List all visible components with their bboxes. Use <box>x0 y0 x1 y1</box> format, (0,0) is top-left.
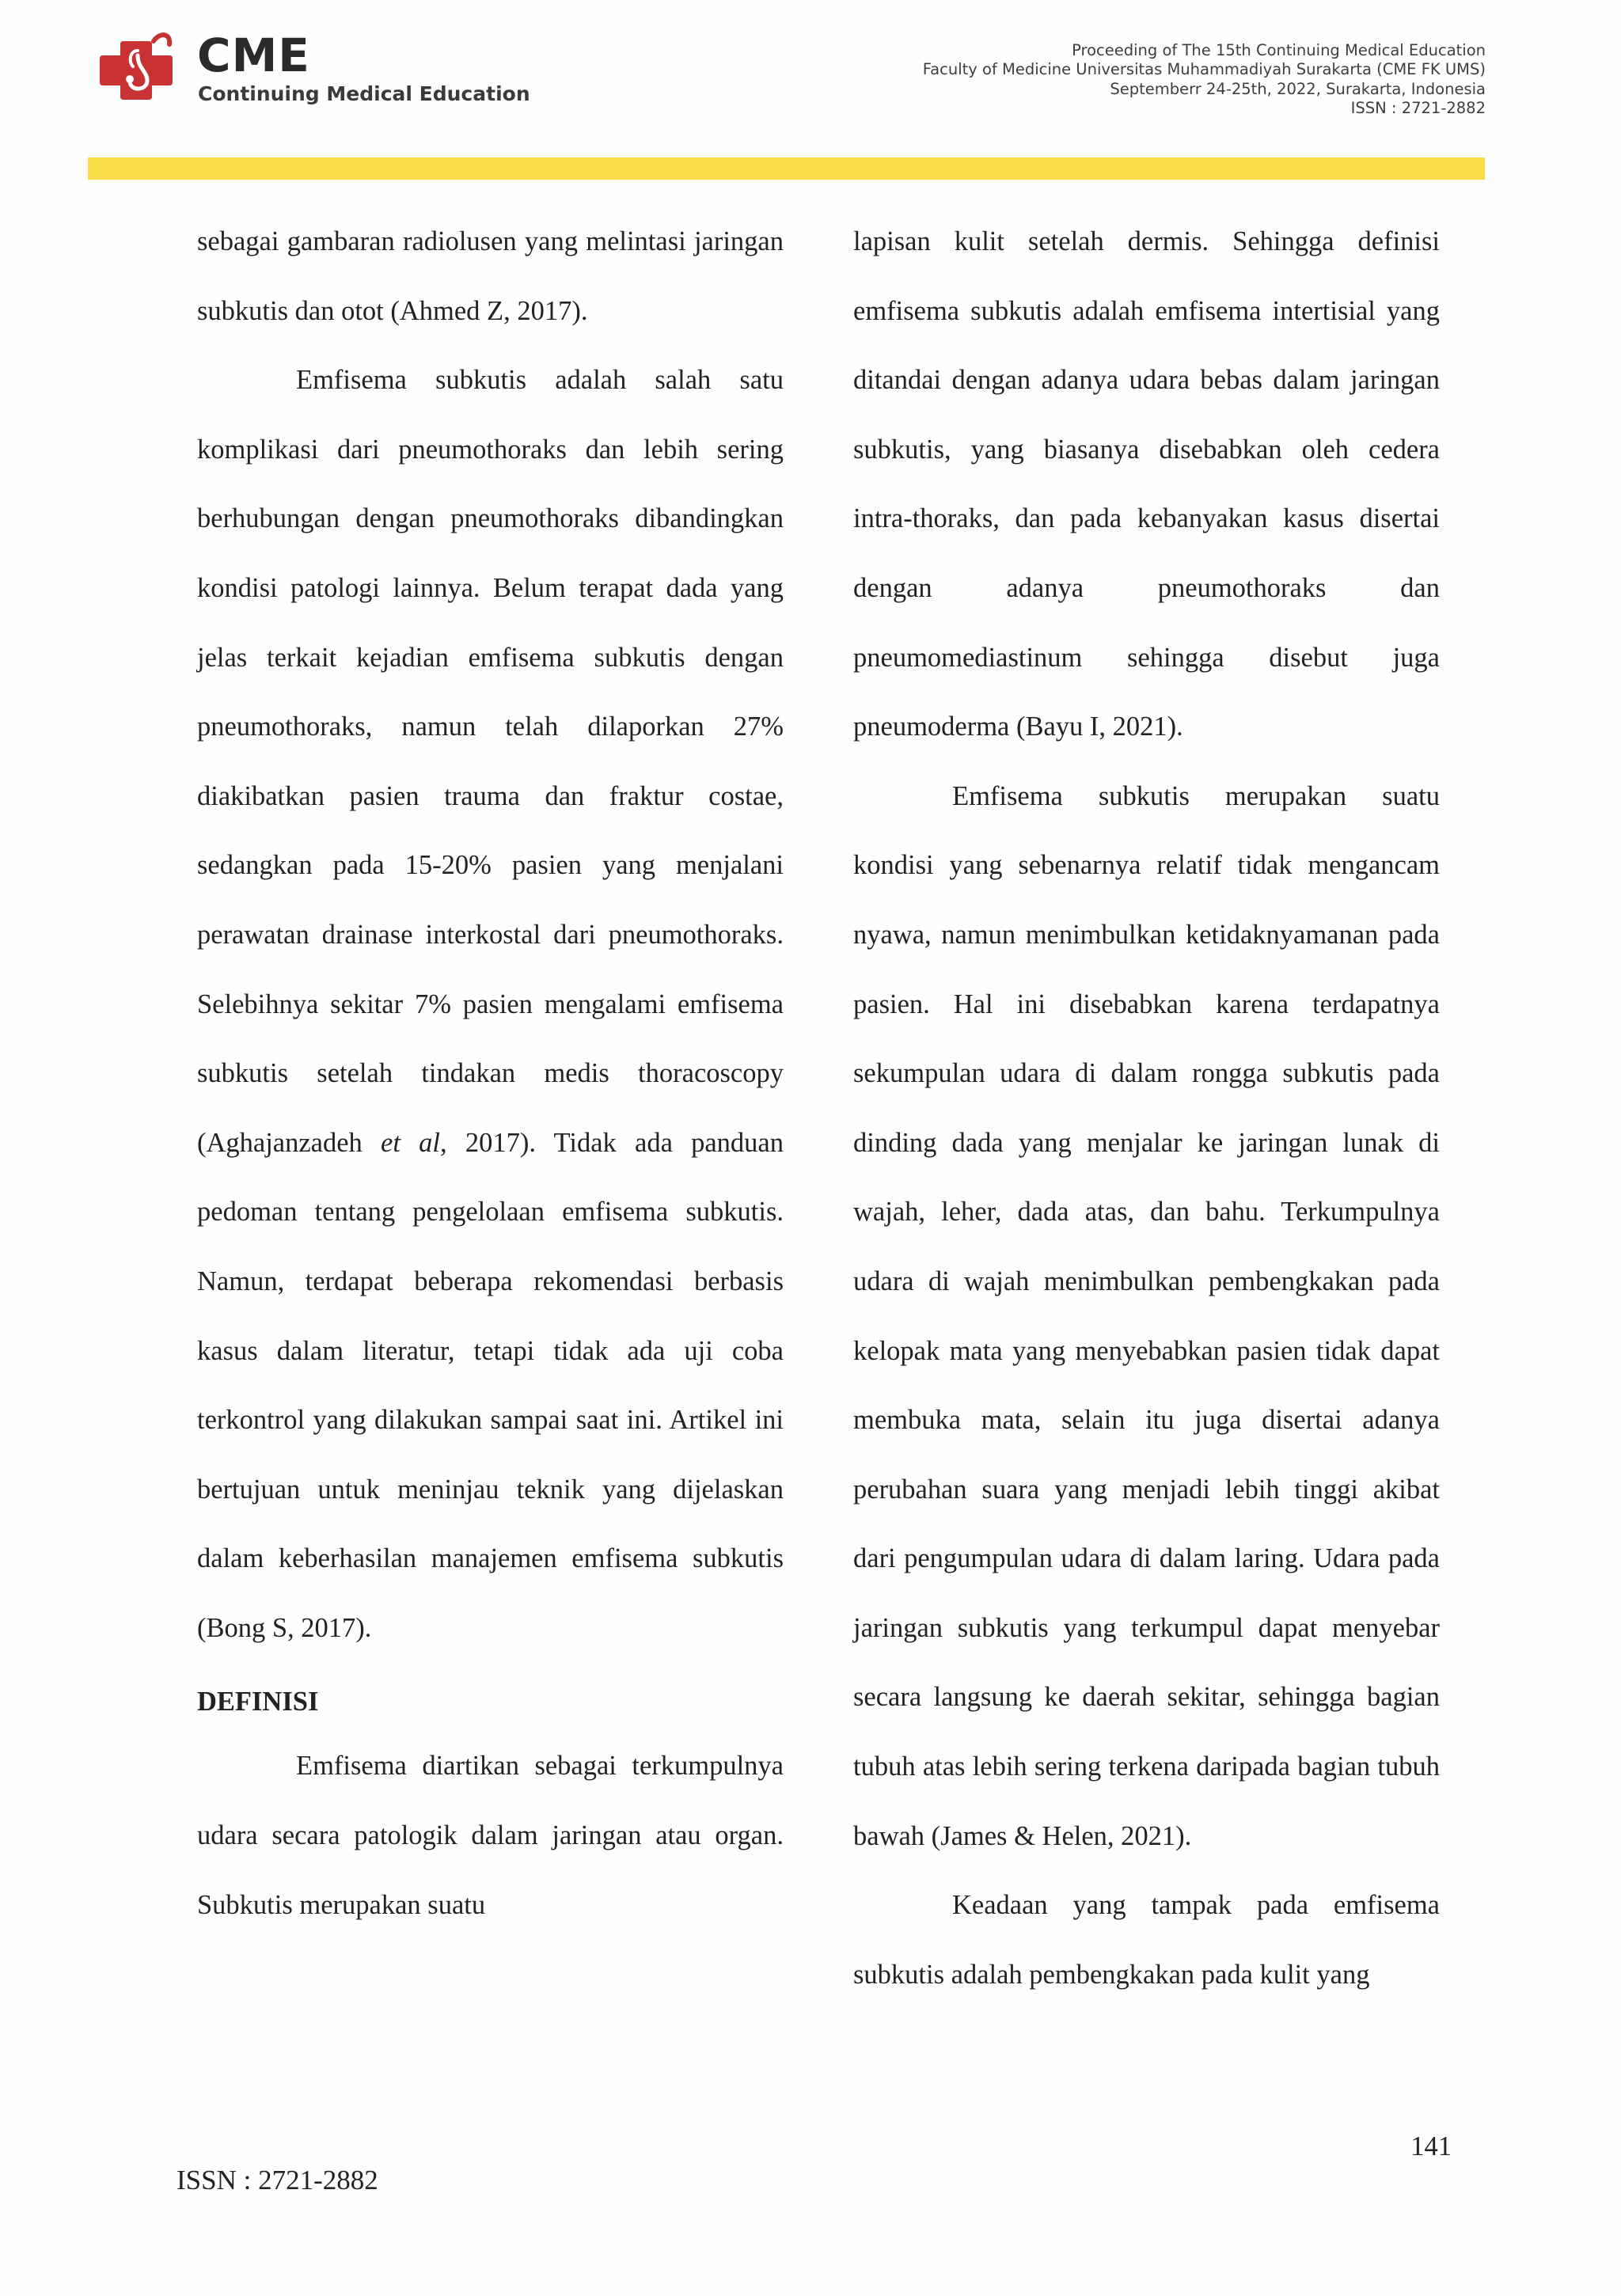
right-paragraph-1: lapisan kulit setelah dermis. Sehingga definisi emfisema subkutis adalah emfisema intertisial yang ditandai dengan adanya udara bebas dalam jaringan subkutis, yang biasanya disebabkan oleh cedera intra-thoraks, dan pada kebanyakan kasus disertai dengan adanya pneumothoraks dan pneumomediastinum sehingga disebut juga pneumoderma (Bayu I, 2021). <box>853 226 1440 742</box>
left-column <box>197 207 784 1940</box>
italic-text: et al <box>381 1127 440 1158</box>
proceeding-issn: ISSN : 2721-2882 <box>1350 99 1486 118</box>
proceeding-info <box>923 41 1486 119</box>
text-run: Emfisema subkutis adalah salah satu komplikasi dari pneumothoraks dan lebih sering berhubungan dengan pneumothoraks dibandingkan kondisi patologi lainnya. Belum terapat dada yang jelas terkait kejadian emfisema subkutis dengan pneumothoraks, namun telah dilaporkan 27% diakibatkan pasien trauma dan fraktur costae, sedangkan pada 15-20% pasien yang menjalani perawatan drainase interkostal dari pneumothoraks. Selebihnya sekitar 7% pasien mengalami emfisema subkutis setelah tindakan medis thoracoscopy (Aghajanzadeh <box>197 365 784 1158</box>
right-paragraph-2: Emfisema subkutis merupakan suatu kondisi yang sebenarnya relatif tidak mengancam nyawa, namun menimbulkan ketidaknyamanan pada pasien. Hal ini disebabkan karena terdapatnya sekumpulan udara di dalam rongga subkutis pada dinding dada yang menjalar ke jaringan lunak di wajah, leher, dada atas, dan bahu. Terkumpulnya udara di wajah menimbulkan pembengkakan pada kelopak mata yang menyebabkan pasien tidak dapat membuka mata, selain itu juga disertai adanya perubahan suara yang menjadi lebih tinggi akibat dari pengumpulan udara di dalam laring. Udara pada jaringan subkutis yang terkumpul dapat menyebar secara langsung ke daerah sekitar, sehingga bagian tubuh atas lebih sering terkena daripada bagian tubuh bawah (James & Helen, 2021). <box>853 780 1440 1851</box>
proceeding-title: Proceeding of The 15th Continuing Medical Education <box>1072 41 1486 59</box>
page-number: 141 <box>1410 2131 1452 2161</box>
header-divider-bar <box>88 157 1485 180</box>
footer-issn: ISSN : 2721-2882 <box>177 2165 378 2195</box>
logo-title: CME <box>197 28 310 82</box>
proceeding-faculty: Faculty of Medicine Universitas Muhammadiyah Surakarta (CME FK UMS) <box>922 60 1486 79</box>
proceeding-date: Septemberr 24-25th, 2022, Surakarta, Indonesia <box>1110 79 1486 98</box>
section-heading-definisi: DEFINISI <box>197 1687 319 1717</box>
right-paragraph-3: Keadaan yang tampak pada emfisema subkutis adalah pembengkakan pada kulit yang <box>853 1890 1440 1990</box>
left-paragraph-1: sebagai gambaran radiolusen yang melintasi jaringan subkutis dan otot (Ahmed Z, 2017). <box>197 226 784 326</box>
right-column <box>853 207 1440 2009</box>
left-paragraph-2 <box>197 346 784 1663</box>
left-paragraph-3: Emfisema diartikan sebagai terkumpulnya udara secara patologik dalam jaringan atau organ. Subkutis merupakan suatu <box>197 1751 784 1920</box>
logo-subtitle: Continuing Medical Education <box>198 82 530 105</box>
text-run: , 2017). Tidak ada panduan pedoman tentang pengelolaan emfisema subkutis. Namun, terdapat beberapa rekomendasi berbasis kasus dalam literatur, tetapi tidak ada uji coba terkontrol yang dilakukan sampai saat ini. Artikel ini bertujuan untuk meninjau teknik yang dijelaskan dalam keberhasilan manajemen emfisema subkutis (Bong S, 2017). <box>197 1127 784 1643</box>
cme-cross-stethoscope-icon <box>92 27 192 114</box>
